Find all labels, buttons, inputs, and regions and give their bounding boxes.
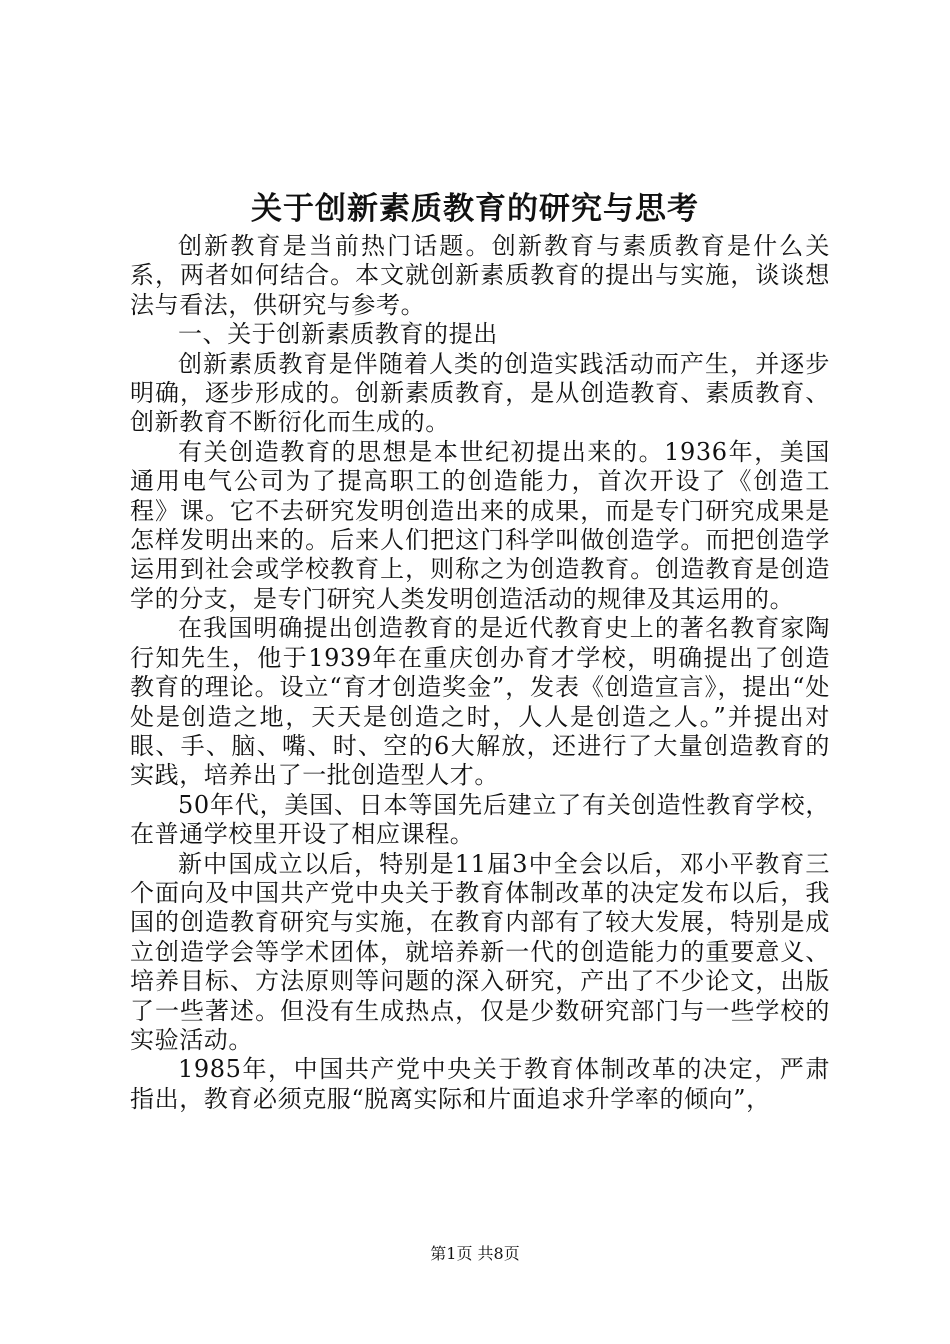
paragraph: 有关创造教育的思想是本世纪初提出来的。1936年，美国通用电气公司为了提高职工的创造能力，首次开设了《创造工程》课。它不去研究发明创造出来的成果，而是专门研究成果是怎样发明出来的。后来人们把这门科学叫做创造学。而把创造学运用到社会或学校教育上，则称之为创造教育。创造教育是创造学的分支，是专门研究人类发明创造活动的规律及其运用的。: [130, 437, 830, 613]
paragraph-intro: 创新教育是当前热门话题。创新教育与素质教育是什么关系，两者如何结合。本文就创新素质教育的提出与实施，谈谈想法与看法，供研究与参考。: [130, 232, 830, 319]
paragraph: 创新素质教育是伴随着人类的创造实践活动而产生，并逐步明确，逐步形成的。创新素质教育，是从创造教育、素质教育、创新教育不断衍化而生成的。: [130, 349, 830, 437]
paragraph: 1985年，中国共产党中央关于教育体制改革的决定，严肃指出，教育必须克服“脱离实际和片面追求升学率的倾向”，: [130, 1055, 830, 1113]
paragraph: 50年代，美国、日本等国先后建立了有关创造性教育学校，在普通学校里开设了相应课程。: [130, 790, 830, 849]
document-body: [130, 232, 830, 1114]
section-heading-1: 一、关于创新素质教育的提出: [178, 320, 498, 349]
paragraph: 在我国明确提出创造教育的是近代教育史上的著名教育家陶行知先生，他于1939年在重庆创办育才学校，明确提出了创造教育的理论。设立“育才创造奖金”，发表《创造宣言》，提出“处处是创造之地，天天是创造之时，人人是创造之人。”并提出对眼、手、脑、嘴、时、空的6大解放，还进行了大量创造教育的实践，培养出了一批创造型人才。: [130, 614, 830, 790]
document-title: 关于创新素质教育的研究与思考: [251, 191, 699, 227]
paragraph: 新中国成立以后，特别是11届3中全会以后，邓小平教育三个面向及中国共产党中央关于教育体制改革的决定发布以后，我国的创造教育研究与实施，在教育内部有了较大发展，特别是成立创造学会等学术团体，就培养新一代的创造能力的重要意义、培养目标、方法原则等问题的深入研究，产出了不少论文，出版了一些著述。但没有生成热点，仅是少数研究部门与一些学校的实验活动。: [130, 849, 830, 1054]
page-footer: 第1页 共8页: [430, 1244, 520, 1263]
